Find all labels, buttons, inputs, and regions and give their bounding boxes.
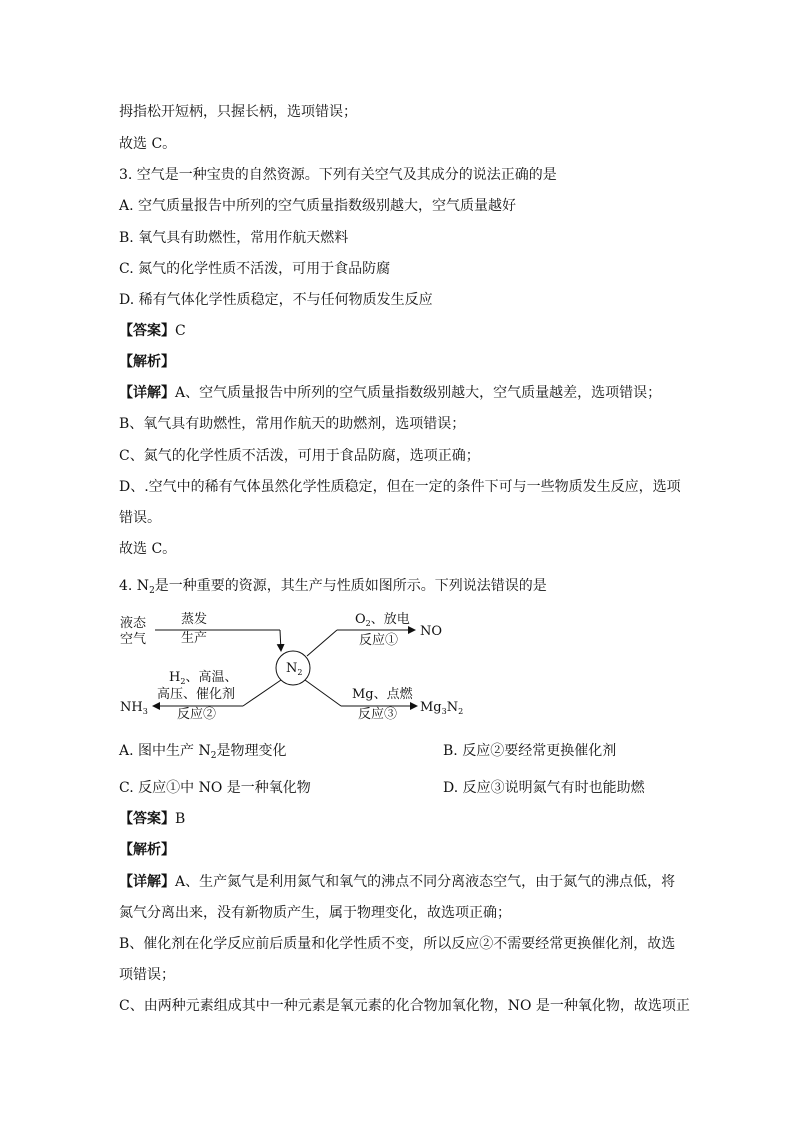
- question-3-analysis-tag: 【解析】: [119, 354, 175, 370]
- question-3-option-c: C. 氮气的化学性质不活泼，可用于食品防腐: [119, 261, 391, 277]
- reaction-1-label: 反应①: [359, 633, 399, 648]
- question-4-detail-b-cont: 项错误；: [119, 967, 175, 983]
- liquid-air-label-1: 液态: [120, 616, 147, 631]
- stem-text: 4. N: [119, 578, 150, 594]
- question-4-analysis-tag: 【解析】: [119, 842, 175, 858]
- question-4-option-d: D. 反应③说明氮气有时也能助燃: [443, 780, 645, 796]
- question-4-option-b: B. 反应②要经常更换催化剂: [443, 743, 617, 759]
- question-4-answer: [119, 809, 185, 829]
- answer-value: C: [175, 323, 186, 339]
- line-segment: [305, 680, 341, 706]
- reaction-2-condition-2: 高压、催化剂: [157, 687, 236, 702]
- n2-label: $N_2$: [286, 661, 303, 677]
- production-label: 生产: [181, 631, 208, 646]
- question-3-option-a: A. 空气质量报告中所列的空气质量指数级别越大，空气质量越好: [119, 198, 517, 214]
- line-segment: [307, 630, 337, 656]
- question-4-detail-a: [119, 872, 675, 892]
- stem-text: 是一种重要的资源，其生产与性质如图所示。下列说法错误的是: [154, 578, 547, 594]
- text-line: 故选 C。: [119, 136, 177, 152]
- question-3-detail-b: B、氧气具有助燃性，常用作航天的助燃剂，选项错误；: [119, 416, 466, 432]
- detail-text: A、空气质量报告中所列的空气质量指数级别越大，空气质量越差，选项错误；: [175, 385, 662, 401]
- option-text: 是物理变化: [216, 743, 287, 759]
- text-line: 拇指松开短柄，只握长柄，选项错误；: [119, 104, 357, 120]
- question-3-detail-d-cont: 错误。: [119, 510, 161, 526]
- reaction-3-condition: Mg、点燃: [352, 687, 413, 702]
- reaction-2-label: 反应②: [177, 707, 217, 720]
- arrow-to-n2: [280, 630, 281, 651]
- liquid-air-label-2: 空气: [120, 632, 147, 647]
- detail-text: A、生产氮气是利用氮气和氧气的沸点不同分离液态空气，由于氮气的沸点低，将: [175, 874, 676, 890]
- question-4-option-c: C. 反应①中 NO 是一种氧化物: [119, 780, 311, 796]
- question-4-detail-a-cont: 氮气分离出来，没有新物质产生，属于物理变化，故选项正确；: [119, 905, 511, 921]
- question-4-detail-c: C、由两种元素组成其中一种元素是氧元素的化合物加氧化物，NO 是一种氧化物，故选项正: [119, 998, 690, 1014]
- option-subscript: 2: [210, 751, 217, 761]
- reaction-2-condition-1: $H_2$、高温、: [169, 670, 238, 686]
- question-3-conclusion: 故选 C。: [119, 541, 177, 557]
- reaction-2-product: $NH_3$: [120, 700, 148, 716]
- question-4-stem: [119, 576, 547, 596]
- detail-tag: 【详解】: [119, 385, 175, 401]
- nitrogen-reaction-diagram: [115, 605, 475, 720]
- question-4-option-a: [119, 741, 286, 761]
- option-text: A. 图中生产 N: [119, 743, 211, 759]
- answer-tag: 【答案】: [119, 323, 175, 339]
- reaction-3-label: 反应③: [358, 707, 398, 720]
- stem-subscript: 2: [149, 586, 155, 596]
- question-3-answer: [119, 321, 186, 341]
- reaction-1-condition: $O_2$、放电: [355, 612, 410, 628]
- detail-tag: 【详解】: [119, 874, 175, 890]
- answer-tag: 【答案】: [119, 811, 175, 827]
- line-segment: [243, 680, 281, 706]
- question-3-detail-d: D、.空气中的稀有气体虽然化学性质稳定，但在一定的条件下可与一些物质发生反应，选项: [119, 479, 681, 495]
- evaporation-label: 蒸发: [181, 612, 208, 627]
- question-3-option-b: B. 氧气具有助燃性，常用作航天燃料: [119, 230, 349, 246]
- question-3-option-d: D. 稀有气体化学性质稳定，不与任何物质发生反应: [119, 292, 433, 308]
- question-3-detail-c: C、氮气的化学性质不活泼，可用于食品防腐，选项正确；: [119, 448, 480, 464]
- answer-value: B: [175, 811, 186, 827]
- question-3-stem: 3. 空气是一种宝贵的自然资源。下列有关空气及其成分的说法正确的是: [119, 167, 557, 183]
- reaction-3-product: $Mg_3N_2$: [420, 700, 464, 716]
- reaction-1-product: NO: [420, 624, 443, 639]
- question-3-detail-a: [119, 383, 661, 403]
- question-4-detail-b: B、催化剂在化学反应前后质量和化学性质不变，所以反应②不需要经常更换催化剂，故选: [119, 936, 676, 952]
